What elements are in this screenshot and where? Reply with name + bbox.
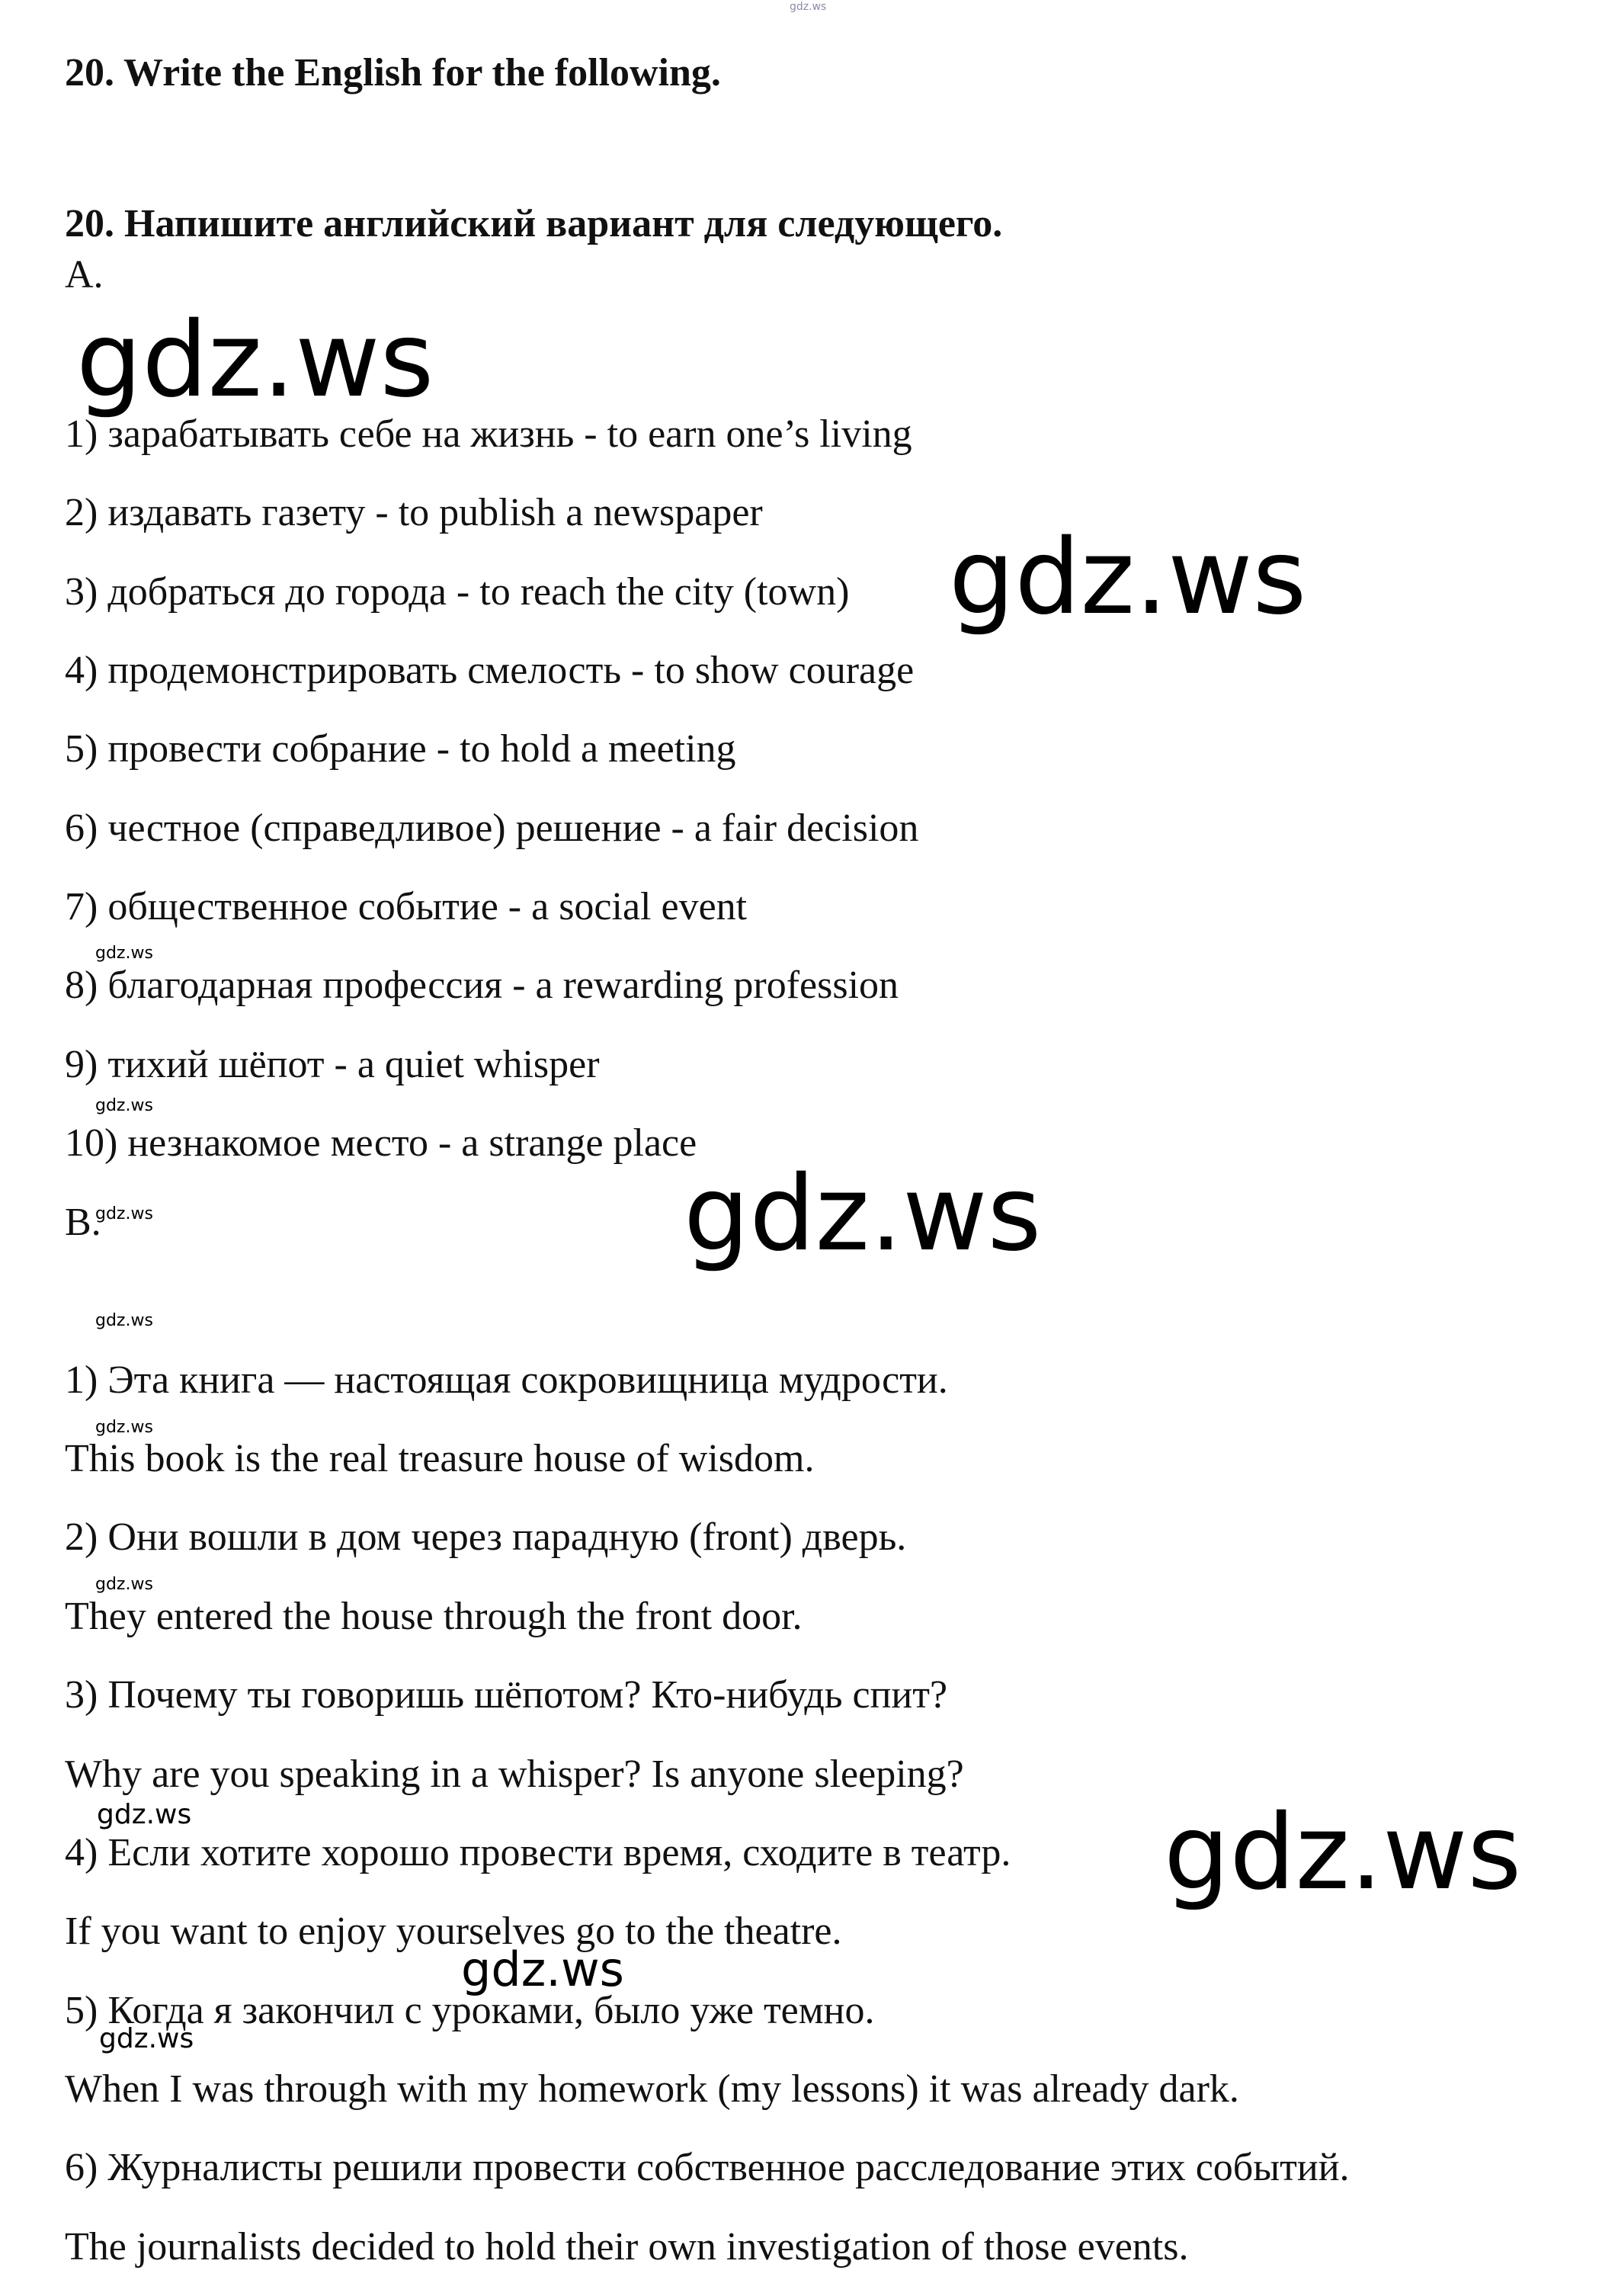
watermark-large-1: gdz.ws bbox=[76, 300, 434, 421]
watermark-large-2: gdz.ws bbox=[949, 518, 1307, 638]
watermark-tiny-4: gdz.ws bbox=[95, 1311, 153, 1330]
section-a-item-3: 3) добраться до города - to reach the city (town) bbox=[65, 570, 850, 614]
section-a-item-2: 2) издавать газету - to publish a newspaper bbox=[65, 491, 763, 534]
section-b-item-1-english: This book is the real treasure house of wisdom. bbox=[65, 1437, 815, 1480]
section-a-item-4: 4) продемонстрировать смелость - to show courage bbox=[65, 649, 915, 692]
watermark-medium: gdz.ws bbox=[461, 1942, 624, 1997]
watermark-tiny-5: gdz.ws bbox=[95, 1418, 153, 1437]
exercise-title-english: 20. Write the English for the following. bbox=[65, 51, 721, 95]
section-b-item-2-russian: 2) Они вошли в дом через парадную (front) дверь. bbox=[65, 1515, 907, 1559]
watermark-large-3: gdz.ws bbox=[684, 1154, 1042, 1275]
section-b-item-5-english: When I was through with my homework (my lessons) it was already dark. bbox=[65, 2067, 1239, 2111]
section-b-item-3-russian: 3) Почему ты говоришь шёпотом? Кто-нибудь спит? bbox=[65, 1673, 948, 1717]
watermark-large-4: gdz.ws bbox=[1164, 1793, 1522, 1913]
section-a-item-6: 6) честное (справедливое) решение - a fair decision bbox=[65, 806, 919, 850]
section-a-item-1: 1) зарабатывать себе на жизнь - to earn one’s living bbox=[65, 412, 912, 456]
section-a-item-5: 5) провести собрание - to hold a meeting bbox=[65, 727, 736, 771]
section-a-label: A. bbox=[65, 253, 104, 297]
section-b-item-6-english: The journalists decided to hold their own investigation of those events. bbox=[65, 2225, 1189, 2269]
exercise-title-russian: 20. Напишите английский вариант для следующего. bbox=[65, 202, 1003, 245]
watermark-top: gdz.ws bbox=[790, 1, 827, 13]
watermark-small-2: gdz.ws bbox=[99, 2023, 194, 2054]
section-b-item-5-russian: 5) Когда я закончил с уроками, было уже темно. bbox=[65, 1989, 875, 2032]
section-b-item-1-russian: 1) Эта книга — настоящая сокровищница мудрости. bbox=[65, 1358, 948, 1402]
watermark-tiny-2: gdz.ws bbox=[95, 1096, 153, 1115]
section-a-item-7: 7) общественное событие - a social event bbox=[65, 885, 748, 928]
watermark-small-1: gdz.ws bbox=[97, 1799, 192, 1830]
section-b-label: B. bbox=[65, 1201, 101, 1244]
section-b-item-2-english: They entered the house through the front door. bbox=[65, 1595, 803, 1638]
section-a-item-8: 8) благодарная профессия - a rewarding profession bbox=[65, 964, 899, 1007]
watermark-tiny-6: gdz.ws bbox=[95, 1575, 153, 1594]
section-b-item-4-english: If you want to enjoy yourselves go to the theatre. bbox=[65, 1910, 842, 1953]
section-a-item-10: 10) незнакомое место - a strange place bbox=[65, 1121, 697, 1165]
section-a-item-9: 9) тихий шёпот - a quiet whisper bbox=[65, 1043, 600, 1086]
section-b-item-3-english: Why are you speaking in a whisper? Is anyone sleeping? bbox=[65, 1752, 964, 1796]
section-b-item-6-russian: 6) Журналисты решили провести собственное расследование этих событий. bbox=[65, 2146, 1350, 2189]
watermark-tiny-1: gdz.ws bbox=[95, 944, 153, 963]
section-b-item-4-russian: 4) Если хотите хорошо провести время, сходите в театр. bbox=[65, 1831, 1011, 1874]
watermark-tiny-3: gdz.ws bbox=[95, 1204, 153, 1223]
